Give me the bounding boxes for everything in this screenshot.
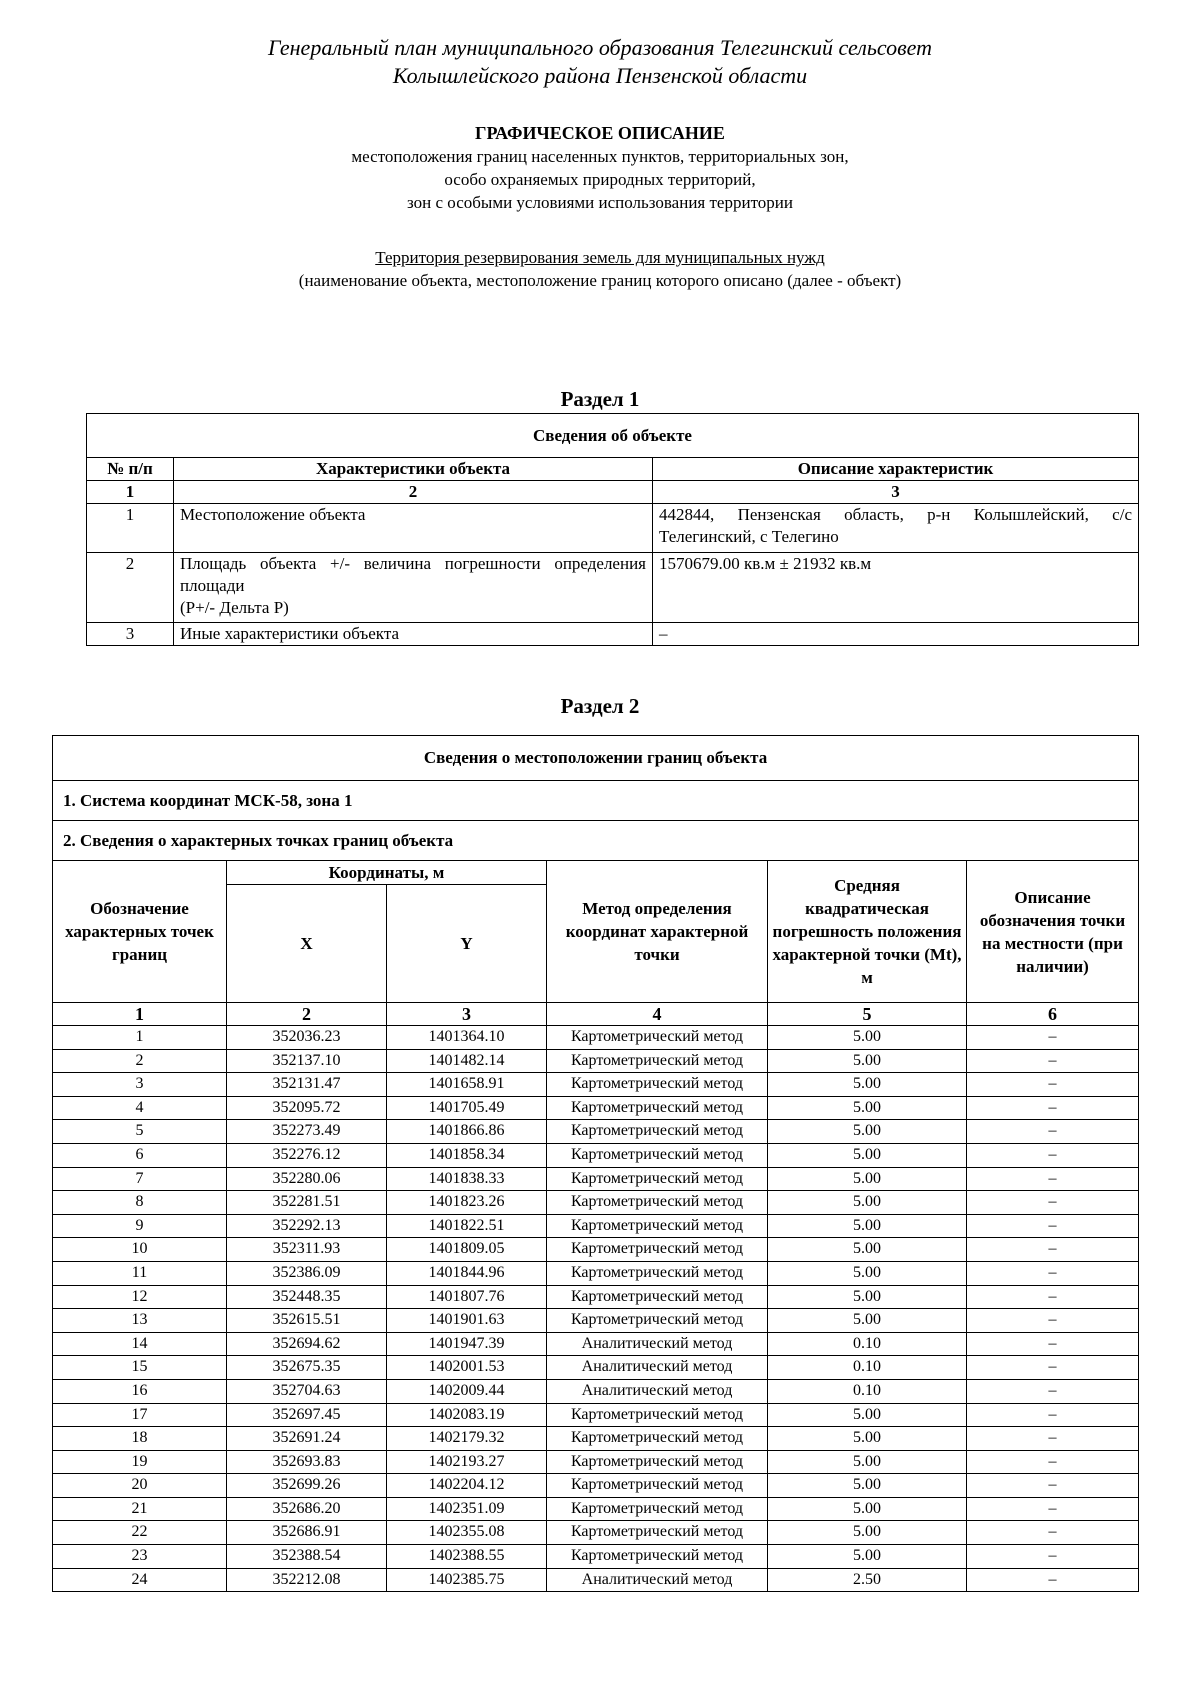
coord-x: 352095.72: [227, 1096, 387, 1120]
coord-y: 1401844.96: [387, 1261, 547, 1285]
coord-y: 1402001.53: [387, 1356, 547, 1380]
column-number: 6: [967, 1003, 1139, 1026]
table-row: [53, 1474, 1139, 1498]
document-header: [0, 34, 1200, 90]
table-row: [53, 1073, 1139, 1097]
object-name: Территория резервирования земель для муниципальных нужд: [375, 248, 825, 267]
coord-x: 352276.12: [227, 1143, 387, 1167]
error-value: 5.00: [768, 1427, 967, 1451]
subtitle-line: местоположения границ населенных пунктов, территориальных зон,: [351, 147, 849, 166]
column-header: Метод определения координат характерной точки: [547, 861, 768, 1003]
table-row: [53, 1403, 1139, 1427]
coord-x: 352131.47: [227, 1073, 387, 1097]
coord-y: 1402083.19: [387, 1403, 547, 1427]
table-row: [53, 1143, 1139, 1167]
point-number: 18: [53, 1427, 227, 1451]
table-row: [53, 1356, 1139, 1380]
method: Аналитический метод: [547, 1568, 768, 1592]
coord-x: 352388.54: [227, 1545, 387, 1569]
method: Картометрический метод: [547, 1285, 768, 1309]
document-title: ГРАФИЧЕСКОЕ ОПИСАНИЕ: [475, 123, 725, 143]
section-2-title: Раздел 2: [560, 694, 640, 718]
table-row: [53, 1120, 1139, 1144]
point-number: 8: [53, 1191, 227, 1215]
coord-x: 352691.24: [227, 1427, 387, 1451]
error-value: 5.00: [768, 1143, 967, 1167]
method: Картометрический метод: [547, 1049, 768, 1073]
method: Картометрический метод: [547, 1497, 768, 1521]
table-row: [53, 1191, 1139, 1215]
error-value: 0.10: [768, 1379, 967, 1403]
coord-y: 1402179.32: [387, 1427, 547, 1451]
error-value: 5.00: [768, 1450, 967, 1474]
coord-y: 1402355.08: [387, 1521, 547, 1545]
point-number: 21: [53, 1497, 227, 1521]
point-description: –: [967, 1474, 1139, 1498]
column-header: Описание обозначения точки на местности (при наличии): [967, 861, 1139, 1003]
method: Картометрический метод: [547, 1026, 768, 1050]
table-row: [53, 1379, 1139, 1403]
point-number: 16: [53, 1379, 227, 1403]
coord-x: 352292.13: [227, 1214, 387, 1238]
point-description: –: [967, 1261, 1139, 1285]
method: Картометрический метод: [547, 1309, 768, 1333]
coord-x: 352693.83: [227, 1450, 387, 1474]
table-caption: Сведения о местоположении границ объекта: [53, 736, 1139, 781]
method: Картометрический метод: [547, 1261, 768, 1285]
table-row: [53, 1497, 1139, 1521]
point-description: –: [967, 1545, 1139, 1569]
point-number: 5: [53, 1120, 227, 1144]
table-row: [53, 1238, 1139, 1262]
error-value: 5.00: [768, 1096, 967, 1120]
point-description: –: [967, 1073, 1139, 1097]
method: Картометрический метод: [547, 1120, 768, 1144]
coord-y: 1401901.63: [387, 1309, 547, 1333]
coord-x: 352273.49: [227, 1120, 387, 1144]
error-value: 5.00: [768, 1214, 967, 1238]
coord-x: 352699.26: [227, 1474, 387, 1498]
object-block: [0, 246, 1200, 292]
column-header: Средняя квадратическая погрешность положения характерной точки (Mt), м: [768, 861, 967, 1003]
error-value: 5.00: [768, 1049, 967, 1073]
method: Аналитический метод: [547, 1332, 768, 1356]
table-row: 2 Площадь объекта +/- величина погрешности определения площади (P+/- Дельта P) 1570679.00 кв.м ± 21932 кв.м: [87, 553, 1139, 623]
point-number: 22: [53, 1521, 227, 1545]
point-number: 13: [53, 1309, 227, 1333]
method: Аналитический метод: [547, 1379, 768, 1403]
error-value: 5.00: [768, 1191, 967, 1215]
coord-x: 352686.91: [227, 1521, 387, 1545]
coord-y: 1401866.86: [387, 1120, 547, 1144]
coord-y: 1401838.33: [387, 1167, 547, 1191]
column-number: 3: [387, 1003, 547, 1026]
coord-y: 1401658.91: [387, 1073, 547, 1097]
point-number: 14: [53, 1332, 227, 1356]
column-header: Координаты, м: [227, 861, 547, 885]
table-row: [53, 1167, 1139, 1191]
point-number: 12: [53, 1285, 227, 1309]
coord-y: 1401809.05: [387, 1238, 547, 1262]
error-value: 5.00: [768, 1026, 967, 1050]
error-value: 5.00: [768, 1285, 967, 1309]
column-number: 3: [653, 481, 1139, 504]
header-line-2: Колышлейского района Пензенской области: [392, 63, 808, 88]
error-value: 0.10: [768, 1332, 967, 1356]
column-header: Обозначение характерных точек границ: [53, 861, 227, 1003]
method: Картометрический метод: [547, 1191, 768, 1215]
column-header: Описание характеристик: [653, 458, 1139, 481]
coord-y: 1402351.09: [387, 1497, 547, 1521]
table-row: 1 Местоположение объекта 442844, Пензенская область, р-н Колышлейский, с/с Телегинский, с Телегино: [87, 504, 1139, 553]
coord-y: 1402009.44: [387, 1379, 547, 1403]
point-number: 1: [53, 1026, 227, 1050]
method: Картометрический метод: [547, 1096, 768, 1120]
coord-x: 352704.63: [227, 1379, 387, 1403]
boundary-points-table: [52, 735, 1139, 1592]
coord-y: 1401807.76: [387, 1285, 547, 1309]
coord-y: 1401482.14: [387, 1049, 547, 1073]
table-row: [53, 1521, 1139, 1545]
table-row: [53, 1332, 1139, 1356]
method: Картометрический метод: [547, 1450, 768, 1474]
point-description: –: [967, 1309, 1139, 1333]
point-number: 24: [53, 1568, 227, 1592]
point-description: –: [967, 1427, 1139, 1451]
point-number: 10: [53, 1238, 227, 1262]
coord-y: 1401822.51: [387, 1214, 547, 1238]
error-value: 5.00: [768, 1474, 967, 1498]
point-description: –: [967, 1568, 1139, 1592]
method: Картометрический метод: [547, 1403, 768, 1427]
point-description: –: [967, 1120, 1139, 1144]
method: Картометрический метод: [547, 1474, 768, 1498]
point-description: –: [967, 1403, 1139, 1427]
error-value: 5.00: [768, 1261, 967, 1285]
error-value: 5.00: [768, 1309, 967, 1333]
coord-x: 352386.09: [227, 1261, 387, 1285]
subtitle-line: особо охраняемых природных территорий,: [444, 170, 756, 189]
point-description: –: [967, 1191, 1139, 1215]
point-description: –: [967, 1026, 1139, 1050]
table-row: [53, 1450, 1139, 1474]
point-number: 4: [53, 1096, 227, 1120]
table-row: [53, 1096, 1139, 1120]
coord-x: 352137.10: [227, 1049, 387, 1073]
coord-x: 352036.23: [227, 1026, 387, 1050]
point-description: –: [967, 1379, 1139, 1403]
coord-y: 1402204.12: [387, 1474, 547, 1498]
column-number: 4: [547, 1003, 768, 1026]
table-row: [53, 1568, 1139, 1592]
point-number: 7: [53, 1167, 227, 1191]
table-caption: Сведения об объекте: [87, 414, 1139, 458]
column-header: Y: [387, 885, 547, 1003]
coord-y: 1402388.55: [387, 1545, 547, 1569]
point-number: 3: [53, 1073, 227, 1097]
coord-y: 1401823.26: [387, 1191, 547, 1215]
coord-x: 352448.35: [227, 1285, 387, 1309]
document-title-block: [0, 122, 1200, 214]
column-number: 2: [227, 1003, 387, 1026]
point-number: 23: [53, 1545, 227, 1569]
point-number: 6: [53, 1143, 227, 1167]
point-number: 20: [53, 1474, 227, 1498]
table-row: 3 Иные характеристики объекта –: [87, 623, 1139, 646]
method: Картометрический метод: [547, 1545, 768, 1569]
column-number: 1: [53, 1003, 227, 1026]
point-number: 11: [53, 1261, 227, 1285]
object-info-table: [86, 413, 1139, 646]
point-description: –: [967, 1285, 1139, 1309]
table-row: [53, 1427, 1139, 1451]
point-number: 2: [53, 1049, 227, 1073]
coord-x: 352697.45: [227, 1403, 387, 1427]
point-description: –: [967, 1332, 1139, 1356]
method: Картометрический метод: [547, 1167, 768, 1191]
point-description: –: [967, 1497, 1139, 1521]
subtitle-line: зон с особыми условиями использования территории: [407, 193, 793, 212]
coord-y: 1402193.27: [387, 1450, 547, 1474]
coord-y: 1401858.34: [387, 1143, 547, 1167]
coord-x: 352281.51: [227, 1191, 387, 1215]
table-row: [53, 1545, 1139, 1569]
column-header: № п/п: [87, 458, 174, 481]
method: Картометрический метод: [547, 1238, 768, 1262]
coord-y: 1401947.39: [387, 1332, 547, 1356]
method: Картометрический метод: [547, 1143, 768, 1167]
error-value: 5.00: [768, 1238, 967, 1262]
column-number: 2: [174, 481, 653, 504]
point-description: –: [967, 1521, 1139, 1545]
error-value: 2.50: [768, 1568, 967, 1592]
error-value: 5.00: [768, 1403, 967, 1427]
points-caption: 2. Сведения о характерных точках границ объекта: [53, 821, 1139, 861]
error-value: 5.00: [768, 1073, 967, 1097]
coordinate-system: 1. Система координат МСК-58, зона 1: [53, 781, 1139, 821]
coord-y: 1401705.49: [387, 1096, 547, 1120]
column-number: 1: [87, 481, 174, 504]
column-number: 5: [768, 1003, 967, 1026]
error-value: 5.00: [768, 1545, 967, 1569]
coord-x: 352686.20: [227, 1497, 387, 1521]
table-row: [53, 1214, 1139, 1238]
object-caption: (наименование объекта, местоположение границ которого описано (далее - объект): [298, 271, 902, 290]
column-header: Характеристики объекта: [174, 458, 653, 481]
method: Картометрический метод: [547, 1214, 768, 1238]
point-description: –: [967, 1238, 1139, 1262]
point-number: 19: [53, 1450, 227, 1474]
point-description: –: [967, 1167, 1139, 1191]
method: Картометрический метод: [547, 1427, 768, 1451]
coord-x: 352615.51: [227, 1309, 387, 1333]
error-value: 0.10: [768, 1356, 967, 1380]
table-row: [53, 1309, 1139, 1333]
column-header: X: [227, 885, 387, 1003]
point-description: –: [967, 1143, 1139, 1167]
point-description: –: [967, 1450, 1139, 1474]
point-number: 17: [53, 1403, 227, 1427]
coord-x: 352280.06: [227, 1167, 387, 1191]
coord-y: 1401364.10: [387, 1026, 547, 1050]
method: Картометрический метод: [547, 1521, 768, 1545]
coord-x: 352675.35: [227, 1356, 387, 1380]
point-description: –: [967, 1356, 1139, 1380]
point-number: 15: [53, 1356, 227, 1380]
method: Картометрический метод: [547, 1073, 768, 1097]
coord-x: 352212.08: [227, 1568, 387, 1592]
table-row: [53, 1285, 1139, 1309]
point-description: –: [967, 1214, 1139, 1238]
coord-y: 1402385.75: [387, 1568, 547, 1592]
section-1-title: Раздел 1: [560, 387, 640, 411]
table-row: [53, 1261, 1139, 1285]
error-value: 5.00: [768, 1521, 967, 1545]
table-row: [53, 1049, 1139, 1073]
coord-x: 352311.93: [227, 1238, 387, 1262]
error-value: 5.00: [768, 1497, 967, 1521]
header-line-1: Генеральный план муниципального образования Телегинский сельсовет: [268, 35, 932, 60]
coord-x: 352694.62: [227, 1332, 387, 1356]
method: Аналитический метод: [547, 1356, 768, 1380]
table-row: [53, 1026, 1139, 1050]
point-number: 9: [53, 1214, 227, 1238]
point-description: –: [967, 1049, 1139, 1073]
point-description: –: [967, 1096, 1139, 1120]
error-value: 5.00: [768, 1120, 967, 1144]
error-value: 5.00: [768, 1167, 967, 1191]
